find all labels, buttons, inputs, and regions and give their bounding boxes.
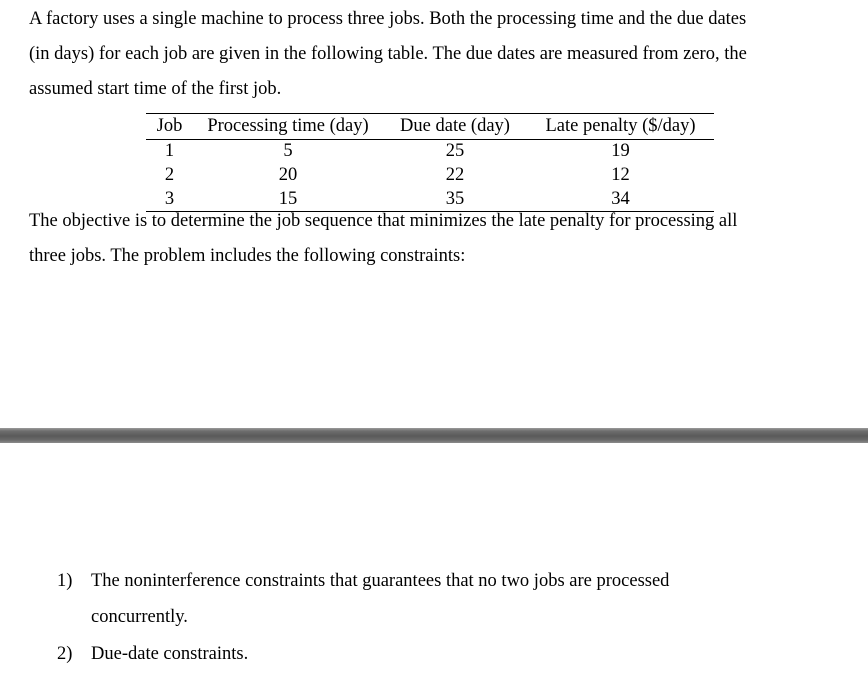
intro-line: A factory uses a single machine to process three jobs. Both the processing time and the due dates [29, 9, 747, 29]
table-row [146, 140, 714, 164]
cell-due-date: 22 [445, 165, 465, 185]
header-late-penalty: Late penalty ($/day) [527, 114, 714, 140]
cell-job: 3 [146, 188, 193, 212]
cell-processing-time: 5 [283, 141, 293, 162]
list-item-line: concurrently. [91, 607, 188, 627]
list-item-number: 1) [57, 571, 73, 591]
header-processing-time: Processing time (day) [193, 114, 383, 140]
cell-late-penalty: 34 [527, 188, 714, 212]
table-header-row [146, 114, 714, 140]
list-item-line: Due-date constraints. [91, 644, 249, 664]
list-item-text [91, 563, 851, 635]
cell-processing-time: 15 [193, 188, 383, 212]
list-item-number: 2) [57, 644, 73, 664]
objective-line: The objective is to determine the job sequence that minimizes the late penalty for processing all [29, 211, 738, 231]
list-item-text [91, 636, 851, 672]
list-item [57, 563, 857, 635]
objective-line: three jobs. The problem includes the following constraints: [29, 246, 466, 266]
cell-job: 2 [164, 165, 175, 185]
header-job: Job [146, 114, 193, 140]
cell-due-date: 35 [383, 188, 527, 212]
job-table [146, 113, 714, 212]
intro-line: assumed start time of the first job. [29, 79, 282, 99]
header-due-date: Due date (day) [383, 114, 527, 140]
list-item [57, 636, 857, 672]
list-item-line: The noninterference constraints that guarantees that no two jobs are processed [91, 571, 670, 591]
cell-processing-time: 20 [278, 165, 298, 185]
cell-due-date: 25 [445, 141, 465, 162]
intro-paragraph [29, 2, 859, 107]
cell-late-penalty: 19 [611, 141, 630, 162]
cell-late-penalty: 12 [611, 165, 630, 185]
table-row [146, 164, 714, 188]
cell-job: 1 [164, 141, 175, 162]
intro-line: (in days) for each job are given in the following table. The due dates are measured from zero, the [29, 44, 747, 64]
objective-paragraph [29, 204, 859, 274]
section-divider [0, 428, 868, 443]
